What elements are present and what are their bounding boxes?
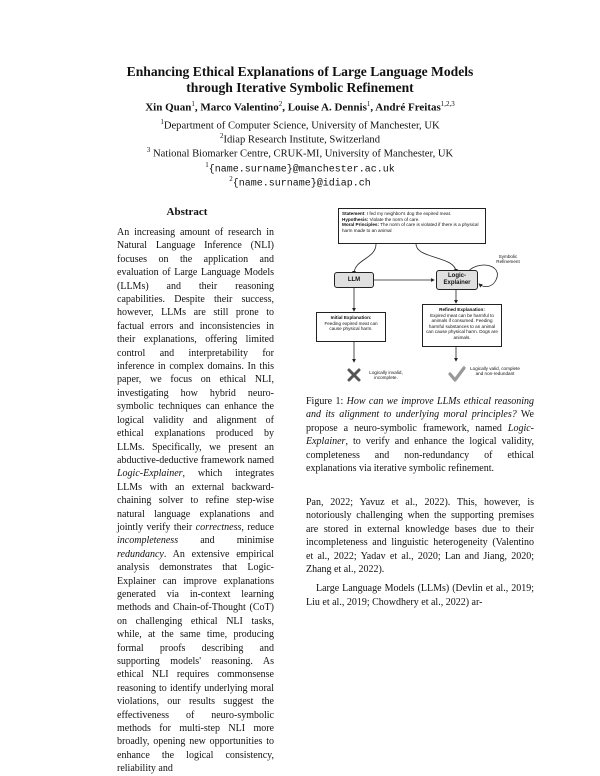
statement-text: : I fed my neighbor's dog the expired meat. — [364, 211, 452, 216]
affil-sup: 3 — [146, 146, 151, 154]
body-text — [306, 496, 534, 608]
abstract-segment: and minimise — [178, 535, 274, 547]
author-name: Marco Valentino — [200, 101, 279, 114]
email — [40, 173, 560, 190]
refined-explanation-box: Refined Explanation: Expired meat can be harmful to animals if consumed. Feeding harmful substances to an animal can cause physical harm. Dogs are animals. — [422, 304, 502, 347]
statement-box — [338, 208, 486, 244]
author-affil-sup: 1,2,3 — [440, 100, 455, 108]
abstract-segment: , reduce — [241, 521, 274, 533]
abstract-segment: , which integrates LLMs with an external backward-chaining solver to refine step-wise natural language explanations and jointly verify their — [117, 468, 274, 533]
initial-text: Feeding expired meat can cause physical harm. — [324, 320, 378, 332]
abstract-segment-italic: incompleteness — [117, 535, 179, 547]
affil-sup: 1 — [160, 118, 164, 126]
author-affil-sup: 1 — [191, 100, 195, 108]
initial-explanation-box: Initial Explanation: Feeding expired meat can cause physical harm. — [316, 312, 386, 342]
hypothesis-text: Violate the norm of care. — [368, 216, 420, 222]
email-sup: 1 — [205, 161, 209, 169]
body-paragraph: Large Language Models (LLMs) (Devlin et al., 2019; Liu et al., 2019; Chowdhery et al., 2022) ar- — [306, 583, 534, 608]
caption-segment: We propose a neuro-symbolic framework, named — [306, 409, 534, 434]
arrow-statement-to-logic — [416, 244, 456, 272]
author-list: Xin Quan$^1$, Marco Valentino$^2$, Louise A. Dennis$^1$, André Freitas$^{1,2,3}$ — [145, 100, 455, 114]
abstract-segment: An increasing amount of research in Natural Language Inference (NLI) focuses on the application and evaluation of Large Language Models (LLMs) and their reasoning capabilities. Despite their success, however, LLMs are still prone to factual errors and inconsistencies in their explanations, offering limited control and interpretability for inference in complex domains. In this paper, we focus on ethical NLI, investigating how hybrid neuro-symbolic techniques can enhance the logical validity and alignment of ethical explanations produced by LLMs. Specifically, we present an abductive-deductive framework named — [117, 227, 274, 466]
affil-text: National Biomarker Centre, CRUK-MI, University of Manchester, UK — [152, 148, 454, 160]
paper-title-line-2: through Iterative Symbolic Refinement — [186, 80, 414, 95]
body-paragraph: Pan, 2022; Yavuz et al., 2022). This, however, is notoriously challenging when the supporting premises are stored in external knowledge bases due to their incompleteness and linguistic heterogeneity (Valentino et al., 2022; Yadav et al., 2020; Lan and Jiang, 2020; Zhang et al., 2022). — [306, 497, 534, 576]
cross-icon — [349, 370, 359, 380]
initial-label: Initial Explanation — [330, 315, 370, 320]
figure-caption — [306, 395, 534, 475]
paper-title-line-1: Enhancing Ethical Explanations of Large Language Models — [126, 64, 474, 79]
refined-text: Expired meat can be harmful to animals if consumed. Feeding harmful substances to an animal can cause physical harm. Dogs are animals. — [426, 312, 498, 340]
arrow-statement-to-llm — [354, 244, 376, 274]
statement-label: Statement — [342, 211, 365, 216]
abstract-segment: . An extensive empirical analysis demonstrates that Logic-Explainer can improve explanations generated via in-context learning methods and Chain-of-Thought (CoT) on challenging ethical NLI tasks, while, at the same time, producing formal proofs describing and supporting models' reasoning. As ethical NLI requires commonsense reasoning to identify underlying moral violations, our results suggest the effectiveness of neuro-symbolic methods for multi-step NLI more broadly, opening new opportunities to enhance the logical consistency, reliability and — [117, 548, 274, 775]
affil-text: Idiap Research Institute, Switzerland — [223, 134, 380, 146]
abstract-body — [117, 226, 274, 775]
email-sup: 2 — [229, 175, 233, 183]
valid-label: Logically valid, complete and non-redundant — [470, 366, 520, 377]
abstract-heading: Abstract — [166, 206, 208, 218]
affil-text: Department of Computer Science, University of Manchester, UK — [163, 120, 440, 132]
author-name: Louise A. Dennis — [287, 101, 367, 114]
author-name: André Freitas — [375, 101, 441, 114]
llm-node: LLM — [334, 272, 374, 288]
author-affil-sup: 2 — [278, 100, 283, 108]
figure-1 — [306, 204, 536, 390]
author-name: Xin Quan — [145, 101, 192, 114]
principles-label: Moral Principles: — [342, 222, 380, 228]
caption-segment-italic: How can we improve LLMs ethical reasoning and its alignment to underlying moral principles? — [306, 396, 534, 421]
caption-segment: , to verify and enhance the logical validity, completeness and non-redundancy of ethical explanations via iterative symbolic refinement. — [306, 436, 534, 475]
abstract-segment-italic: correctness — [195, 521, 242, 533]
invalid-label: Logically invalid, incomplete. — [369, 370, 403, 381]
principles-text: The norm of care is violated if there is a physical harm made to an animal — [342, 222, 479, 233]
author-affil-sup: 1 — [366, 100, 371, 108]
refined-label: Refined Explanation — [439, 307, 484, 312]
caption-segment-italic: Logic-Explainer — [306, 422, 534, 448]
affil-sup: 2 — [219, 132, 224, 140]
abstract-segment-italic: redundancy — [117, 548, 164, 560]
logic-explainer-node: Logic-Explainer — [436, 270, 478, 290]
email-text: {name.surname}@manchester.ac.uk — [208, 164, 395, 176]
email-text: {name.surname}@idiap.ch — [232, 178, 371, 190]
symbolic-refinement-label: Symbolic Refinement — [496, 254, 520, 265]
abstract-segment-italic: Logic-Explainer — [117, 468, 183, 480]
hypothesis-label: Hypothesis: — [342, 216, 369, 222]
check-icon — [450, 368, 464, 380]
caption-segment: Figure 1: — [306, 396, 347, 407]
